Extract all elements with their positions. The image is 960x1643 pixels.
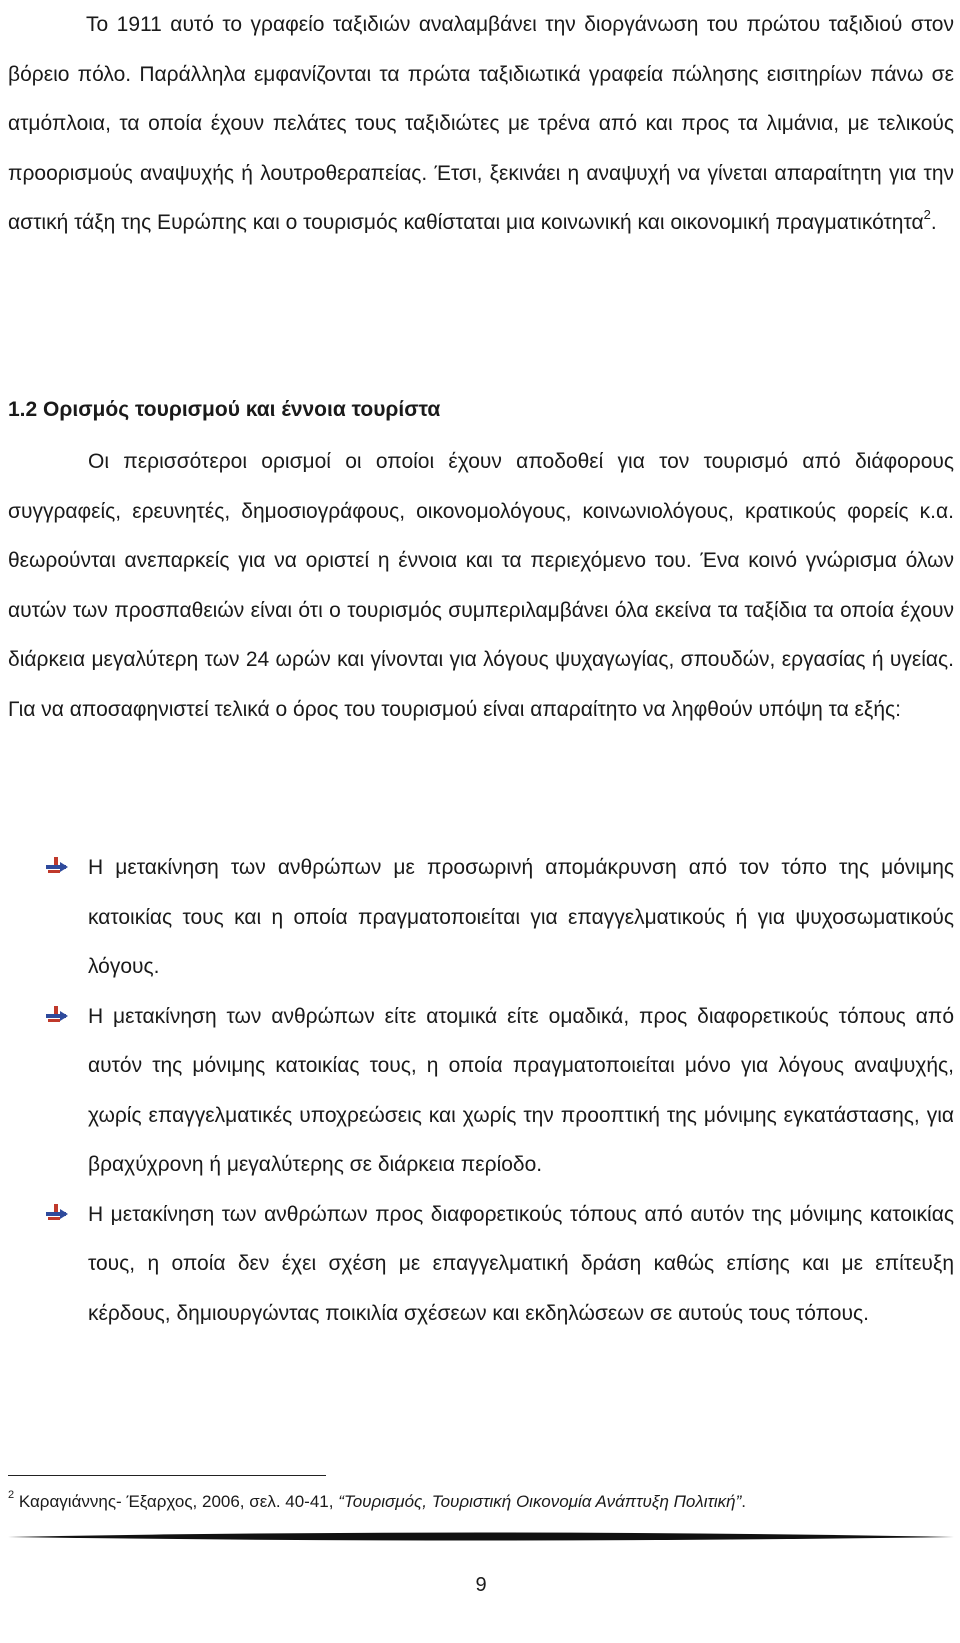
- section-paragraph: [8, 437, 954, 734]
- list-item: [8, 1190, 954, 1339]
- intro-paragraph: [8, 0, 954, 248]
- footnote-text: Καραγιάννης- Έξαρχος, 2006, σελ. 40-41,: [14, 1492, 339, 1511]
- footnote-separator: [8, 1475, 326, 1476]
- bullet-text: Η μετακίνηση των ανθρώπων είτε ατομικά είτε ομαδικά, προς διαφορετικούς τόπους από αυτόν της μόνιμης κατοικίας τους, η οποία πραγματοποιείται μόνο για λόγους αναψυχής, χωρίς επαγγελματικές υποχρεώσεις και χωρίς την προοπτική της μόνιμης εγκατάστασης, για βραχύχρονη ή μεγαλύτερης σε διάρκεια περίοδο.: [88, 1004, 954, 1176]
- footer-divider: [8, 1530, 954, 1544]
- bullet-text: Η μετακίνηση των ανθρώπων προς διαφορετικούς τόπους από αυτόν της μόνιμης κατοικίας τους, η οποία δεν έχει σχέση με επαγγελματική δράση καθώς επίσης και με επίτευξη κέρδους, δημιουργώντας ποικιλία σχέσεων και εκδηλώσεων σε αυτούς τους τόπους.: [88, 1202, 954, 1325]
- bullet-list: [8, 843, 954, 1338]
- footnote-title: “Τουρισμός, Τουριστική Οικονομία Ανάπτυξη Πολιτική”: [338, 1492, 742, 1511]
- footnote-number: 2: [8, 1489, 15, 1502]
- bullet-text: Η μετακίνηση των ανθρώπων με προσωρινή απομάκρυνση από τον τόπο της μόνιμης κατοικίας τους και η οποία πραγματοποιείται για επαγγελματικούς ή για ψυχοσωματικούς λόγους.: [88, 856, 954, 978]
- arrow-bullet-icon: [46, 1204, 68, 1222]
- footnote: [8, 1487, 746, 1517]
- intro-paragraph-trailing: .: [930, 211, 937, 234]
- list-item: [8, 992, 954, 1190]
- intro-paragraph-text: Το 1911 αυτό το γραφείο ταξιδιών αναλαμβάνει την διοργάνωση του πρώτου ταξιδιού στον βόρειο πόλο. Παράλληλα εμφανίζονται τα πρώτα ταξιδιωτικά γραφεία πώλησης εισιτηρίων πάνω σε ατμόπλοια, τα οποία έχουν πελάτες τους ταξιδιώτες με τρένα από και προς τα λιμάνια, με τελικούς προορισμούς αναψυχής ή λουτροθεραπείας. Έτσι, ξεκινάει η αναψυχή να γίνεται απαραίτητη για την αστική τάξη της Ευρώπης και ο τουρισμός καθίσταται μια κοινωνική και οικονομική πραγματικότητα: [8, 13, 954, 234]
- section-paragraph-text: Οι περισσότεροι ορισμοί οι οποίοι έχουν αποδοθεί για τον τουρισμό από διάφορους συγγραφείς, ερευνητές, δημοσιογράφους, οικονομολόγους, κοινωνιολόγους, κρατικούς φορείς κ.α. θεωρούνται ανεπαρκείς για να οριστεί η έννοια και τα περιεχόμενο του. Ένα κοινό γνώρισμα όλων αυτών των προσπαθειών είναι ότι ο τουρισμός συμπεριλαμβάνει όλα εκείνα τα ταξίδια τα οποία έχουν διάρκεια μεγαλύτερη των 24 ωρών και γίνονται για λόγους ψυχαγωγίας, σπουδών, εργασίας ή υγείας. Για να αποσαφηνιστεί τελικά ο όρος του τουρισμού είναι απαραίτητο να ληφθούν υπόψη τα εξής:: [8, 450, 954, 721]
- page-number: 9: [475, 1574, 487, 1596]
- arrow-bullet-icon: [46, 1006, 68, 1024]
- footnote-reference[interactable]: 2: [923, 207, 931, 222]
- list-item: [8, 843, 954, 992]
- section-heading: 1.2 Ορισμός τουρισμού και έννοια τουρίστα: [8, 398, 441, 421]
- footnote-end: .: [741, 1492, 746, 1511]
- arrow-bullet-icon: [46, 857, 68, 875]
